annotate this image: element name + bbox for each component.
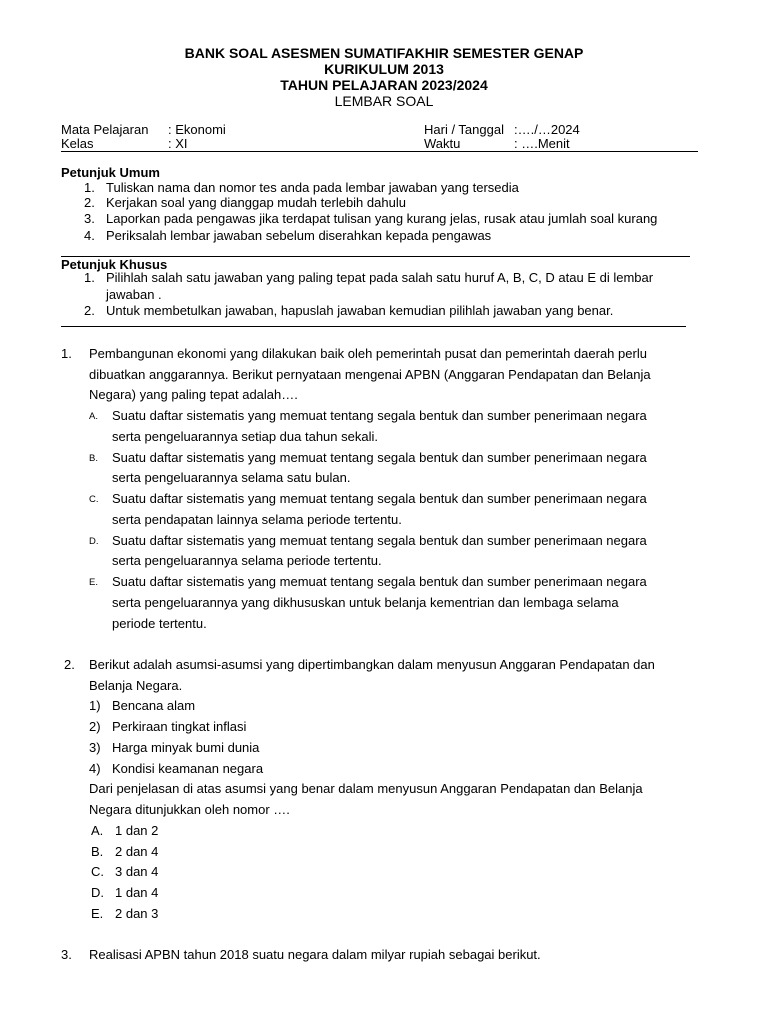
question-prompt: Dari penjelasan di atas asumsi yang benar dalam menyusun Anggaran Pendapatan dan Belanja: [89, 781, 643, 796]
question-text: dibuatkan anggarannya. Berikut pernyataan mengenai APBN (Anggaran Pendapatan dan Belanja: [89, 367, 651, 382]
general-instruction-text: Periksalah lembar jawaban sebelum diserahkan kepada pengawas: [106, 228, 492, 243]
time-value: : ….Menit: [514, 136, 570, 151]
question-number: 1.: [61, 346, 72, 361]
question-number: 3.: [61, 947, 72, 962]
option-letter: E.: [89, 577, 98, 588]
general-instruction-num: 4.: [84, 228, 95, 243]
special-instructions-title: Petunjuk Khusus: [61, 257, 168, 272]
option-letter: B.: [89, 453, 98, 464]
special-instruction-text: Pilihlah salah satu jawaban yang paling tepat pada salah satu huruf A, B, C, D atau E di lembar: [106, 270, 654, 285]
general-instruction-text: Laporkan pada pengawas jika terdapat tulisan yang kurang jelas, rusak atau jumlah soal kurang: [106, 211, 658, 226]
class-value: : XI: [168, 136, 188, 151]
general-instructions-title: Petunjuk Umum: [61, 165, 160, 180]
general-instruction-text: Tuliskan nama dan nomor tes anda pada lembar jawaban yang tersedia: [106, 180, 519, 195]
date-value: :…./…2024: [514, 122, 580, 137]
subject-value: : Ekonomi: [168, 122, 226, 137]
option-text: 2 dan 4: [115, 844, 159, 859]
option-text: 3 dan 4: [115, 864, 159, 879]
option-letter: D.: [91, 885, 104, 900]
option-letter: E.: [91, 906, 104, 921]
list-item-text: Harga minyak bumi dunia: [112, 740, 260, 755]
special-instructions-divider: [61, 326, 686, 327]
option-text: Suatu daftar sistematis yang memuat tentang segala bentuk dan sumber penerimaan negara: [112, 574, 647, 589]
list-item-number: 2): [89, 719, 101, 734]
question-text: Belanja Negara.: [89, 678, 183, 693]
option-text: periode tertentu.: [112, 616, 207, 631]
option-text: 1 dan 2: [115, 823, 159, 838]
header-school-year: TAHUN PELAJARAN 2023/2024: [280, 77, 488, 93]
question-prompt: Negara ditunjukkan oleh nomor ….: [89, 802, 290, 817]
list-item-text: Bencana alam: [112, 698, 196, 713]
header-title: BANK SOAL ASESMEN SUMATIFAKHIR SEMESTER GENAP: [184, 45, 584, 61]
option-text: serta pengeluarannya yang dikhususkan untuk belanja kementrian dan lembaga selama: [112, 595, 619, 610]
list-item-number: 4): [89, 761, 101, 776]
option-letter: C.: [89, 494, 99, 505]
option-text: Suatu daftar sistematis yang memuat tentang segala bentuk dan sumber penerimaan negara: [112, 533, 647, 548]
option-text: Suatu daftar sistematis yang memuat tentang segala bentuk dan sumber penerimaan negara: [112, 408, 647, 423]
header-sheet-label: LEMBAR SOAL: [334, 93, 434, 109]
option-text: serta pendapatan lainnya selama periode tertentu.: [112, 512, 402, 527]
option-text: serta pengeluarannya selama satu bulan.: [112, 470, 351, 485]
info-divider: [61, 151, 698, 152]
list-item-number: 3): [89, 740, 101, 755]
option-text: Suatu daftar sistematis yang memuat tentang segala bentuk dan sumber penerimaan negara: [112, 491, 647, 506]
option-text: serta pengeluarannya setiap dua tahun sekali.: [112, 429, 378, 444]
header-curriculum: KURIKULUM 2013: [324, 61, 444, 77]
general-instruction-num: 3.: [84, 211, 95, 226]
general-instruction-num: 2.: [84, 195, 95, 210]
question-number: 2.: [64, 657, 75, 672]
special-instruction-text-cont: jawaban .: [106, 287, 162, 302]
list-item-text: Perkiraan tingkat inflasi: [112, 719, 247, 734]
option-letter: C.: [91, 864, 104, 879]
special-instruction-num: 2.: [84, 303, 95, 318]
option-text: Suatu daftar sistematis yang memuat tentang segala bentuk dan sumber penerimaan negara: [112, 450, 647, 465]
question-text: Pembangunan ekonomi yang dilakukan baik oleh pemerintah pusat dan pemerintah daerah perlu: [89, 346, 647, 361]
option-text: 2 dan 3: [115, 906, 159, 921]
option-letter: A.: [89, 411, 98, 422]
option-text: serta pengeluarannya selama periode tertentu.: [112, 553, 382, 568]
option-letter: D.: [89, 536, 99, 547]
question-text: Berikut adalah asumsi-asumsi yang dipertimbangkan dalam menyusun Anggaran Pendapatan dan: [89, 657, 655, 672]
option-letter: B.: [91, 844, 104, 859]
option-letter: A.: [91, 823, 104, 838]
list-item-text: Kondisi keamanan negara: [112, 761, 264, 776]
class-label: Kelas: [61, 136, 94, 151]
special-instruction-text: Untuk membetulkan jawaban, hapuslah jawaban kemudian pilihlah jawaban yang benar.: [106, 303, 614, 318]
option-text: 1 dan 4: [115, 885, 159, 900]
date-label: Hari / Tanggal: [424, 122, 504, 137]
time-label: Waktu: [424, 136, 461, 151]
question-text: Realisasi APBN tahun 2018 suatu negara dalam milyar rupiah sebagai berikut.: [89, 947, 541, 962]
subject-label: Mata Pelajaran: [61, 122, 149, 137]
special-instruction-num: 1.: [84, 270, 95, 285]
general-instruction-num: 1.: [84, 180, 95, 195]
list-item-number: 1): [89, 698, 101, 713]
question-text: Negara) yang paling tepat adalah….: [89, 387, 298, 402]
general-instruction-text: Kerjakan soal yang dianggap mudah terlebih dahulu: [106, 195, 406, 210]
